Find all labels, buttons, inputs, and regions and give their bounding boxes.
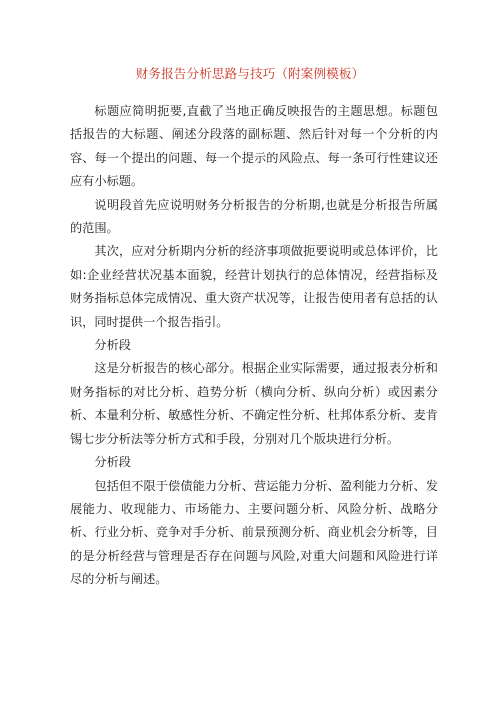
paragraph-analysis-scope: 包括但不限于偿债能力分析、营运能力分析、盈利能力分析、发展能力、收现能力、市场能力、主要问题分析、风险分析、战略分析、行业分析、竞争对手分析、前景预测分析、商业机会分析等，目的是分析经营与管理是否存在问题与风险,对重大问题和风险进行详尽的分析与阐述。 <box>70 478 438 587</box>
document-title: 财务报告分析思路与技巧（附案例模板） <box>135 66 365 81</box>
document-body <box>70 100 438 592</box>
section-heading-analysis: 分析段 <box>94 338 131 353</box>
section-heading-analysis: 分析段 <box>94 455 131 470</box>
paragraph-analysis-core: 这是分析报告的核心部分。根据企业实际需要，通过报表分析和财务指标的对比分析、趋势分析（横向分析、纵向分析）或因素分析、本量利分析、敏感性分析、不确定性分析、杜邦体系分析、麦肯锡七步分析法等分析方式和手段，分别对几个版块进行分析。 <box>70 361 438 446</box>
paragraph-title-guidance: 标题应简明扼要,直截了当地正确反映报告的主题思想。标题包括报告的大标题、阐述分段落的副标题、然后针对每一个分析的内容、每一个提出的问题、每一个提示的风险点、每一条可行性建议还应有小标题。 <box>70 104 438 189</box>
paragraph-overview: 其次，应对分析期内分析的经济事项做扼要说明或总体评价，比如:企业经营状况基本面貌，经营计划执行的总体情况，经营指标及财务指标总体完成情况、重大资产状况等，让报告使用者有总括的认识，同时提供一个报告指引。 <box>70 244 438 329</box>
paragraph-explanation-section: 说明段首先应说明财务分析报告的分析期,也就是分析报告所属的范围。 <box>70 197 438 236</box>
